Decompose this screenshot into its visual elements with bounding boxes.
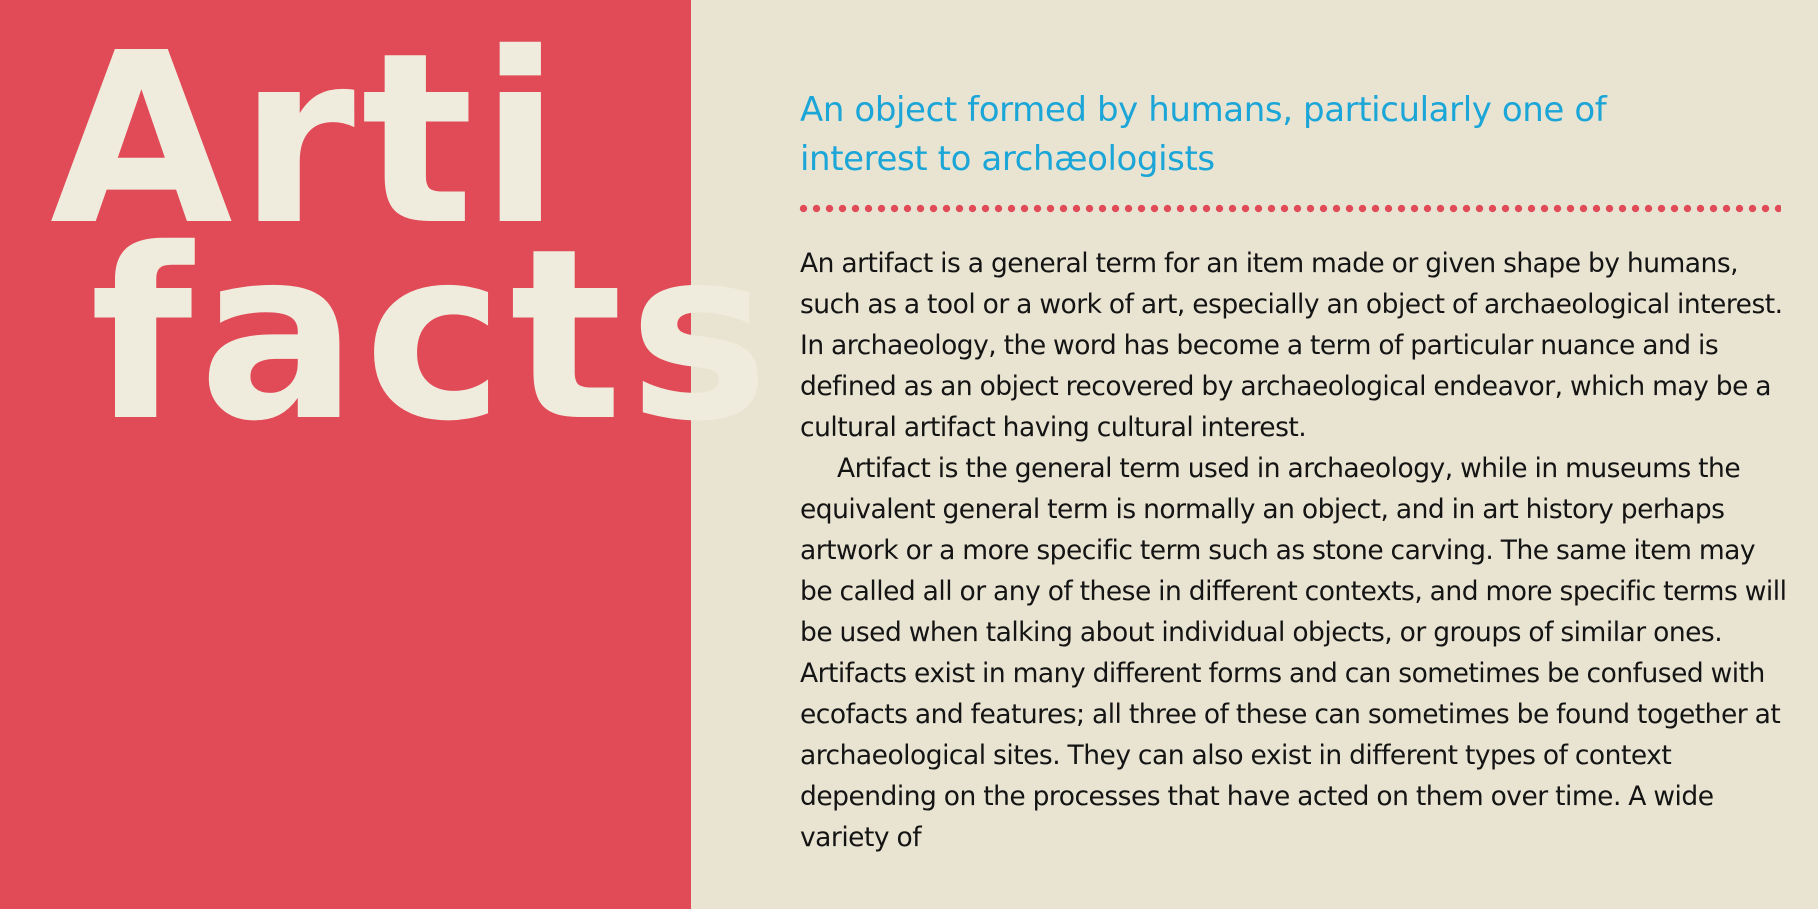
- hero-title-line-2: facts: [90, 198, 776, 473]
- subtitle: An object formed by humans, particularly one of interest to archæologists: [800, 90, 1607, 179]
- hero-title: [50, 2, 776, 473]
- body-paragraph-2: Artifact is the general term used in archaeology, while in museums the equivalent general term is normally an object, and in art history perhaps artwork or a more specific term such as stone carving. The same item may be called all or any of these in different contexts, and more specific terms will be used when talking about individual objects, or groups of similar ones. Artifacts exist in many different forms and can sometimes be confused with ecofacts and features; all three of these can sometimes be found together at archaeological sites. They can also exist in different types of context depending on the processes that have acted on them over time. A wide variety of: [800, 453, 1787, 853]
- dotted-divider: [797, 203, 1781, 214]
- content-panel: [691, 0, 1818, 909]
- body-text: [800, 243, 1790, 858]
- body-paragraph-1: An artifact is a general term for an item made or given shape by humans, such as a tool or a work of art, especially an object of archaeological interest. In archaeology, the word has become a term of particular nuance and is defined as an object recovered by archaeological endeavor, which may be a cultural artifact having cultural interest.: [800, 248, 1783, 443]
- hero-title-line-1: Arti: [50, 2, 567, 277]
- hero-panel: [0, 0, 776, 909]
